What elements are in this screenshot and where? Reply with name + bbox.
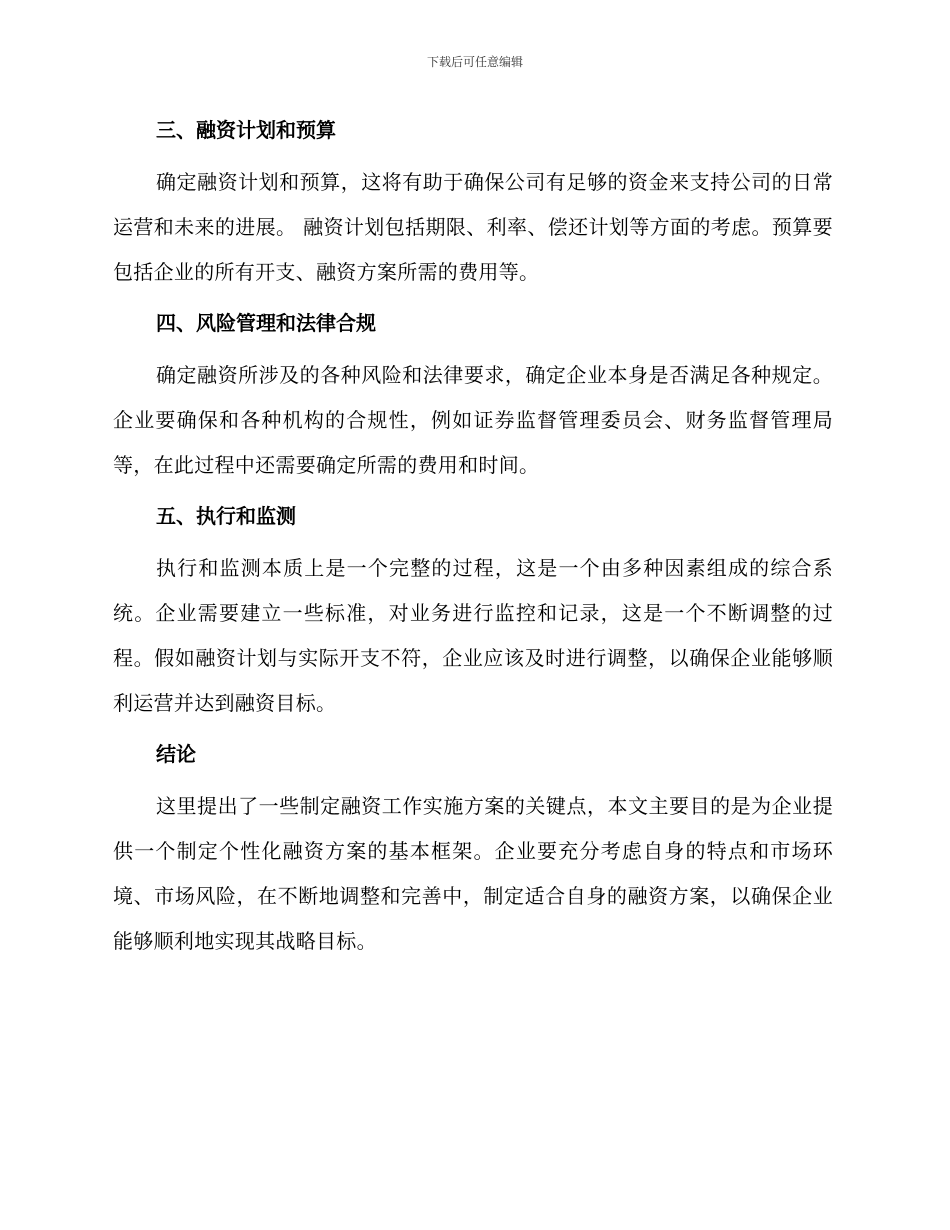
section-heading: 四、风险管理和法律合规 (156, 311, 376, 335)
section-paragraph: 这里提出了一些制定融资工作实施方案的关键点，本文主要目的是为企业提供一个制定个性化融资方案的基本框架。企业要充分考虑自身的特点和市场环境、市场风险，在不断地调整和完善中，制定适合自身的融资方案，以确保企业能够顺利地实现其战略目标。 (113, 794, 833, 953)
section-conclusion (113, 736, 833, 964)
section-execution-monitoring (113, 498, 833, 726)
document-body (113, 112, 833, 974)
section-heading: 五、执行和监测 (156, 504, 296, 528)
section-heading: 三、融资计划和预算 (156, 118, 336, 142)
page-header-note: 下载后可任意编辑 (426, 55, 523, 69)
section-risk-compliance (113, 305, 833, 488)
section-heading: 结论 (156, 742, 196, 766)
section-financing-plan (113, 112, 833, 295)
section-paragraph: 执行和监测本质上是一个完整的过程，这是一个由多种因素组成的综合系统。企业需要建立一些标准，对业务进行监控和记录，这是一个不断调整的过程。假如融资计划与实际开支不符，企业应该及时进行调整，以确保企业能够顺利运营并达到融资目标。 (113, 556, 833, 715)
section-paragraph: 确定融资所涉及的各种风险和法律要求，确定企业本身是否满足各种规定。企业要确保和各种机构的合规性，例如证券监督管理委员会、财务监督管理局等，在此过程中还需要确定所需的费用和时间。 (113, 363, 833, 477)
section-paragraph: 确定融资计划和预算，这将有助于确保公司有足够的资金来支持公司的日常运营和未来的进展。 融资计划包括期限、利率、偿还计划等方面的考虑。预算要包括企业的所有开支、融资方案所需的费用等。 (113, 170, 833, 284)
